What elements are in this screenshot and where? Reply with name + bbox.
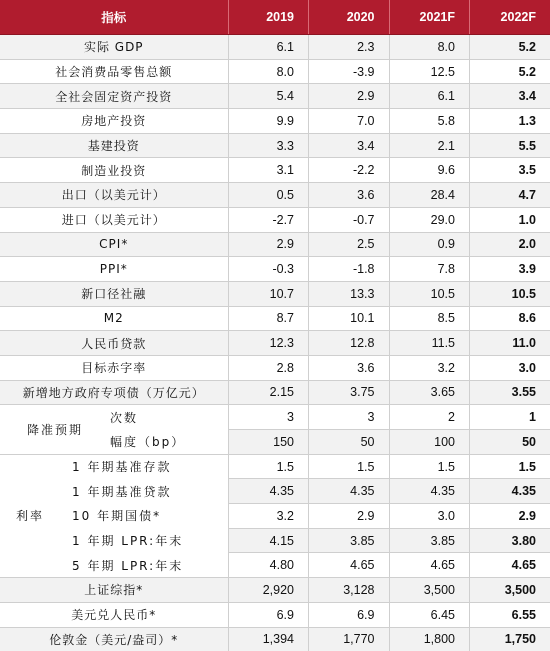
rrr-group-cell	[0, 405, 228, 430]
value-cell: -0.3	[228, 257, 309, 282]
table-row	[0, 578, 550, 603]
value-cell: 9.9	[228, 109, 309, 134]
indicator-name: 上证综指*	[0, 578, 228, 603]
indicator-name: 房地产投资	[0, 109, 228, 134]
table-row	[0, 183, 550, 208]
table-row	[0, 602, 550, 627]
value-cell: 3.4	[309, 133, 390, 158]
indicator-name: 新增地方政府专项债（万亿元）	[0, 380, 228, 405]
value-cell: 10.1	[309, 306, 390, 331]
value-cell: 2	[389, 405, 470, 430]
value-cell: 1.5	[470, 454, 550, 479]
value-cell: -3.9	[309, 59, 390, 84]
table-row	[0, 355, 550, 380]
value-cell: 10.5	[389, 281, 470, 306]
value-cell: 4.65	[309, 553, 390, 578]
rate-group-cell	[0, 528, 228, 553]
value-cell: 5.4	[228, 84, 309, 109]
table-row	[0, 306, 550, 331]
value-cell: 3,500	[470, 578, 550, 603]
value-cell: 1,770	[309, 627, 390, 651]
value-cell: 4.35	[228, 479, 309, 504]
value-cell: 12.5	[389, 59, 470, 84]
value-cell: 0.9	[389, 232, 470, 257]
value-cell: 2.15	[228, 380, 309, 405]
value-cell: 3.75	[309, 380, 390, 405]
value-cell: -2.2	[309, 158, 390, 183]
indicator-name: 美元兑人民币*	[0, 602, 228, 627]
value-cell: 8.0	[228, 59, 309, 84]
table-row	[0, 59, 550, 84]
sub-indicator-name: 次数	[110, 409, 228, 426]
sub-indicator-name: 1 年期基准存款	[60, 458, 228, 475]
value-cell: 2,920	[228, 578, 309, 603]
value-cell: 0.5	[228, 183, 309, 208]
value-cell: 100	[389, 430, 470, 455]
value-cell: 3,500	[389, 578, 470, 603]
value-cell: 5.5	[470, 133, 550, 158]
value-cell: 12.8	[309, 331, 390, 356]
sub-indicator-name: 10 年期国债*	[60, 507, 228, 524]
value-cell: 5.8	[389, 109, 470, 134]
value-cell: 3	[228, 405, 309, 430]
indicator-name: M2	[0, 306, 228, 331]
indicator-name: PPI*	[0, 257, 228, 282]
value-cell: 4.35	[389, 479, 470, 504]
group-label: 降准预期	[0, 421, 110, 438]
table-row	[0, 133, 550, 158]
indicator-name: 实际 GDP	[0, 35, 228, 60]
value-cell: 50	[470, 430, 550, 455]
value-cell: 8.0	[389, 35, 470, 60]
rate-group-cell	[0, 553, 228, 578]
value-cell: 4.35	[470, 479, 550, 504]
value-cell: 8.6	[470, 306, 550, 331]
header-2022f: 2022F	[470, 0, 550, 35]
value-cell: 1,750	[470, 627, 550, 651]
value-cell: 3.80	[470, 528, 550, 553]
value-cell: 4.65	[470, 553, 550, 578]
value-cell: 10.5	[470, 281, 550, 306]
value-cell: 9.6	[389, 158, 470, 183]
value-cell: 3	[309, 405, 390, 430]
value-cell: 3.85	[309, 528, 390, 553]
table-row	[0, 281, 550, 306]
indicator-name: 出口（以美元计）	[0, 183, 228, 208]
value-cell: 3.85	[389, 528, 470, 553]
header-2020: 2020	[309, 0, 390, 35]
value-cell: -1.8	[309, 257, 390, 282]
value-cell: 8.5	[389, 306, 470, 331]
value-cell: 3.3	[228, 133, 309, 158]
value-cell: 4.7	[470, 183, 550, 208]
indicator-name: CPI*	[0, 232, 228, 257]
value-cell: 1	[470, 405, 550, 430]
value-cell: 5.2	[470, 35, 550, 60]
value-cell: 11.5	[389, 331, 470, 356]
value-cell: 10.7	[228, 281, 309, 306]
header-2019: 2019	[228, 0, 309, 35]
value-cell: 6.1	[389, 84, 470, 109]
value-cell: 6.1	[228, 35, 309, 60]
value-cell: 2.8	[228, 355, 309, 380]
indicator-name: 伦敦金（美元/盎司）*	[0, 627, 228, 651]
value-cell: 11.0	[470, 331, 550, 356]
indicator-name: 人民币贷款	[0, 331, 228, 356]
indicator-name: 进口（以美元计）	[0, 207, 228, 232]
value-cell: 28.4	[389, 183, 470, 208]
indicator-name: 社会消费品零售总额	[0, 59, 228, 84]
value-cell: 4.65	[389, 553, 470, 578]
value-cell: 4.35	[309, 479, 390, 504]
group-label: 利率	[0, 507, 60, 524]
indicator-name: 新口径社融	[0, 281, 228, 306]
table-row	[0, 84, 550, 109]
value-cell: 3.9	[470, 257, 550, 282]
value-cell: 3.0	[470, 355, 550, 380]
table-row	[0, 504, 550, 529]
value-cell: 50	[309, 430, 390, 455]
value-cell: 3.6	[309, 355, 390, 380]
value-cell: 6.9	[228, 602, 309, 627]
table-row	[0, 331, 550, 356]
table-row	[0, 35, 550, 60]
value-cell: 29.0	[389, 207, 470, 232]
table-row	[0, 528, 550, 553]
table-row	[0, 454, 550, 479]
table-row	[0, 109, 550, 134]
table-row	[0, 207, 550, 232]
value-cell: 2.9	[228, 232, 309, 257]
table-row	[0, 380, 550, 405]
value-cell: 3.2	[228, 504, 309, 529]
sub-indicator-name: 1 年期基准贷款	[60, 483, 228, 500]
rate-group-cell	[0, 479, 228, 504]
indicator-name: 全社会固定资产投资	[0, 84, 228, 109]
value-cell: 3.0	[389, 504, 470, 529]
table-row	[0, 479, 550, 504]
value-cell: 3.5	[470, 158, 550, 183]
value-cell: 2.9	[309, 504, 390, 529]
indicator-name: 制造业投资	[0, 158, 228, 183]
value-cell: -0.7	[309, 207, 390, 232]
value-cell: 2.0	[470, 232, 550, 257]
sub-indicator-name: 5 年期 LPR:年末	[60, 557, 228, 574]
value-cell: 1.5	[309, 454, 390, 479]
table-row	[0, 158, 550, 183]
value-cell: 3,128	[309, 578, 390, 603]
value-cell: 4.15	[228, 528, 309, 553]
table-row	[0, 553, 550, 578]
table-row	[0, 627, 550, 651]
value-cell: 8.7	[228, 306, 309, 331]
value-cell: 3.4	[470, 84, 550, 109]
header-indicator: 指标	[0, 0, 228, 35]
value-cell: 1.5	[389, 454, 470, 479]
value-cell: 1.3	[470, 109, 550, 134]
header-row	[0, 0, 550, 35]
value-cell: 3.65	[389, 380, 470, 405]
value-cell: 1.0	[470, 207, 550, 232]
rate-group-cell	[0, 454, 228, 479]
value-cell: 2.9	[470, 504, 550, 529]
value-cell: 7.0	[309, 109, 390, 134]
sub-indicator-name: 幅度（bp）	[110, 433, 228, 450]
value-cell: 2.1	[389, 133, 470, 158]
sub-indicator-name: 1 年期 LPR:年末	[60, 532, 228, 549]
value-cell: 1,394	[228, 627, 309, 651]
value-cell: 3.6	[309, 183, 390, 208]
indicator-name: 目标赤字率	[0, 355, 228, 380]
rate-group-cell	[0, 504, 228, 529]
value-cell: 5.2	[470, 59, 550, 84]
indicator-name: 基建投资	[0, 133, 228, 158]
value-cell: 1,800	[389, 627, 470, 651]
header-2021f: 2021F	[389, 0, 470, 35]
value-cell: 1.5	[228, 454, 309, 479]
value-cell: 4.80	[228, 553, 309, 578]
value-cell: 6.55	[470, 602, 550, 627]
table-row	[0, 232, 550, 257]
value-cell: 6.9	[309, 602, 390, 627]
value-cell: 3.2	[389, 355, 470, 380]
table-row	[0, 405, 550, 430]
value-cell: 150	[228, 430, 309, 455]
value-cell: 6.45	[389, 602, 470, 627]
value-cell: 7.8	[389, 257, 470, 282]
value-cell: -2.7	[228, 207, 309, 232]
value-cell: 12.3	[228, 331, 309, 356]
value-cell: 2.3	[309, 35, 390, 60]
value-cell: 2.5	[309, 232, 390, 257]
value-cell: 3.55	[470, 380, 550, 405]
value-cell: 3.1	[228, 158, 309, 183]
table-row	[0, 257, 550, 282]
value-cell: 2.9	[309, 84, 390, 109]
value-cell: 13.3	[309, 281, 390, 306]
